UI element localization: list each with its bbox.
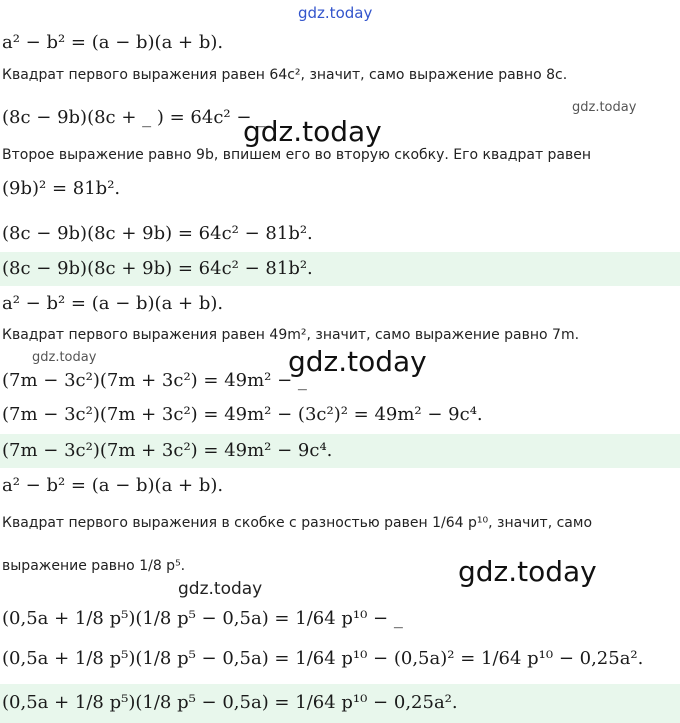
text-line: Второе выражение равно 9b, впишем его во вторую скобку. Его квадрат равен	[2, 147, 592, 163]
formula-line: (8c − 9b)(8c + _ ) = 64c² − _	[2, 107, 267, 128]
formula-line: (0,5a + 1/8 p⁵)(1/8 p⁵ − 0,5a) = 1/64 p¹⁰ − (0,5a)² = 1/64 p¹⁰ − 0,25a².	[2, 648, 644, 669]
result-formula: (8c − 9b)(8c + 9b) = 64c² − 81b².	[2, 258, 313, 279]
formula-line: (7m − 3c²)(7m + 3c²) = 49m² − _	[2, 370, 307, 391]
result-highlight	[0, 684, 680, 723]
text-line: Квадрат первого выражения равен 64c², значит, само выражение равно 8c.	[2, 67, 568, 83]
formula-line: a² − b² = (a − b)(a + b).	[2, 475, 224, 496]
formula-line: (7m − 3c²)(7m + 3c²) = 49m² − (3c²)² = 49m² − 9c⁴.	[2, 404, 483, 425]
watermark-medium: gdz.today	[178, 579, 263, 599]
text-line: Квадрат первого выражения в скобке с разностью равен 1/64 p¹⁰, значит, само	[2, 515, 593, 531]
watermark-top: gdz.today	[298, 4, 373, 22]
watermark-large: gdz.today	[288, 345, 427, 378]
watermark-large: gdz.today	[458, 555, 597, 588]
result-formula: (7m − 3c²)(7m + 3c²) = 49m² − 9c⁴.	[2, 440, 333, 461]
watermark-small: gdz.today	[572, 100, 637, 115]
result-formula: (0,5a + 1/8 p⁵)(1/8 p⁵ − 0,5a) = 1/64 p¹⁰ − 0,25a².	[2, 692, 458, 713]
formula-line: a² − b² = (a − b)(a + b).	[2, 32, 224, 53]
result-highlight	[0, 252, 680, 286]
text-line: выражение равно 1/8 p⁵.	[2, 558, 186, 574]
text-line: Квадрат первого выражения равен 49m², значит, само выражение равно 7m.	[2, 327, 580, 343]
formula-line: (0,5a + 1/8 p⁵)(1/8 p⁵ − 0,5a) = 1/64 p¹⁰ − _	[2, 608, 403, 629]
result-highlight	[0, 434, 680, 468]
formula-line: (8c − 9b)(8c + 9b) = 64c² − 81b².	[2, 223, 313, 244]
watermark-small: gdz.today	[32, 350, 97, 365]
formula-line: a² − b² = (a − b)(a + b).	[2, 293, 224, 314]
formula-line: (9b)² = 81b².	[2, 178, 121, 199]
watermark-large: gdz.today	[243, 115, 382, 148]
